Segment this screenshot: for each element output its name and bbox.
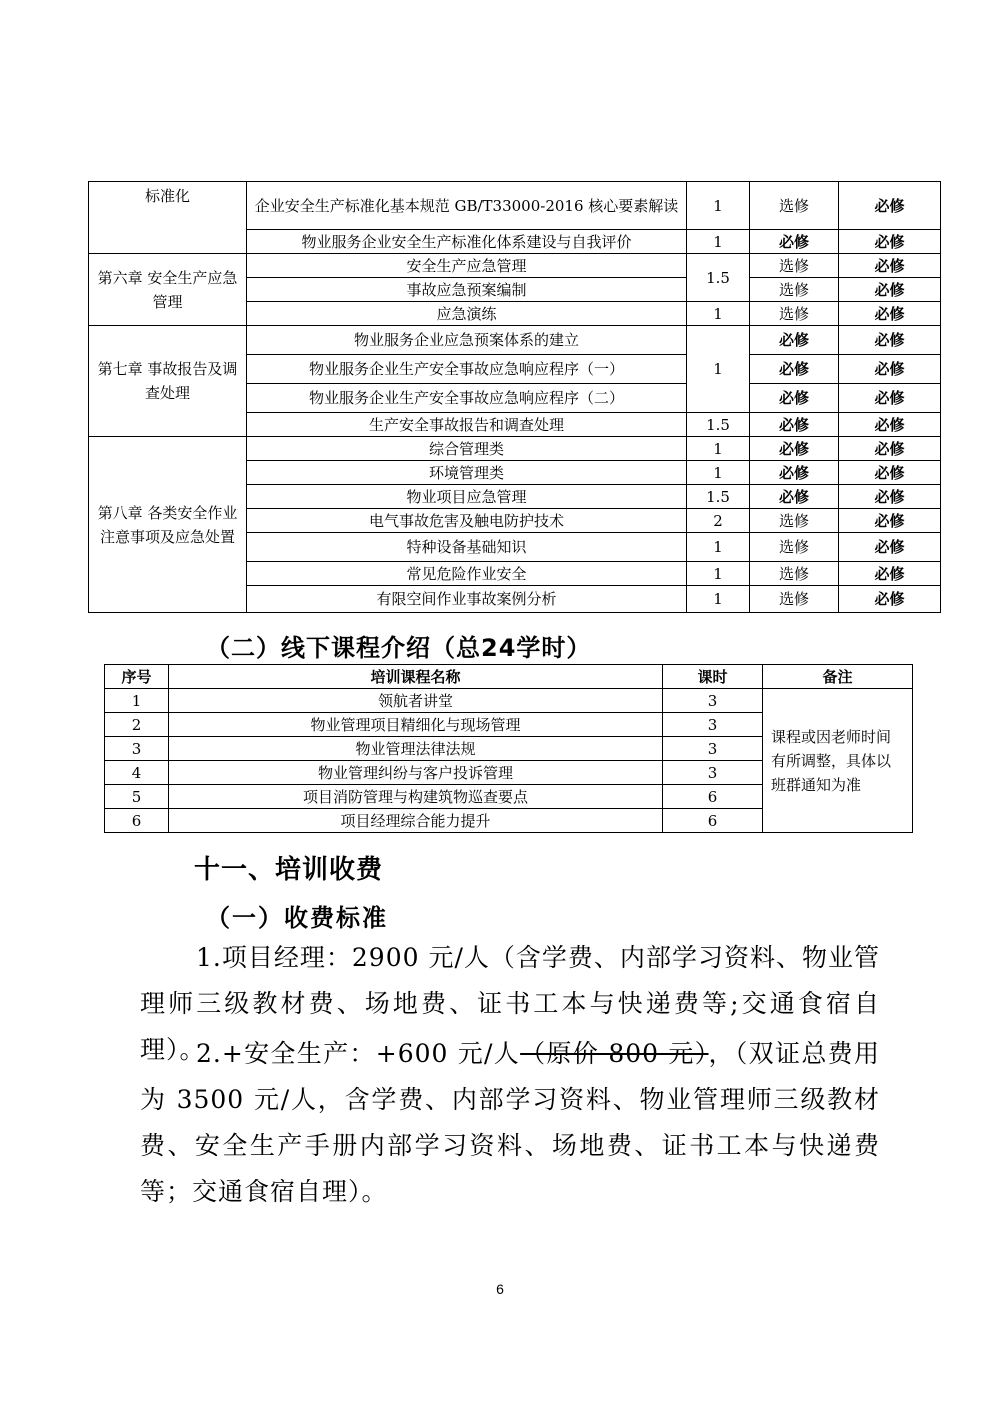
hours-cell: 6 (663, 785, 763, 809)
requirement-cell: 必修 (750, 355, 839, 384)
hours-cell: 1.5 (687, 413, 750, 437)
row-number: 2 (105, 713, 169, 737)
fee-item-safety-production (140, 1031, 880, 1215)
table-row (105, 689, 913, 713)
requirement-cell: 选修 (750, 182, 839, 230)
hours-cell: 1 (687, 586, 750, 613)
requirement-cell: 必修 (839, 562, 941, 586)
course-name-cell: 物业服务企业生产安全事故应急响应程序（一） (247, 355, 687, 384)
course-table-online (88, 181, 941, 613)
requirement-cell: 必修 (839, 302, 941, 326)
hours-cell: 1.5 (687, 485, 750, 509)
column-header: 序号 (105, 665, 169, 689)
requirement-cell: 选修 (750, 533, 839, 562)
requirement-cell: 必修 (839, 326, 941, 355)
requirement-cell: 必修 (750, 461, 839, 485)
course-name-cell: 应急演练 (247, 302, 687, 326)
hours-cell: 2 (687, 509, 750, 533)
course-name-cell: 项目经理综合能力提升 (169, 809, 663, 833)
hours-cell: 1 (687, 533, 750, 562)
table-row (89, 182, 941, 230)
row-number: 6 (105, 809, 169, 833)
requirement-cell: 必修 (839, 230, 941, 254)
hours-cell: 3 (663, 761, 763, 785)
hours-cell: 1 (687, 302, 750, 326)
offline-course-heading: （二）线下课程介绍（总24学时） (206, 634, 592, 662)
hours-cell: 1 (687, 437, 750, 461)
hours-cell: 1 (687, 461, 750, 485)
course-name-cell: 事故应急预案编制 (247, 278, 687, 302)
chapter-cell: 第六章 安全生产应急管理 (89, 254, 247, 326)
column-header: 培训课程名称 (169, 665, 663, 689)
requirement-cell: 选修 (750, 278, 839, 302)
requirement-cell: 必修 (750, 326, 839, 355)
remark-cell: 课程或因老师时间有所调整，具体以班群通知为准 (763, 689, 913, 833)
requirement-cell: 必修 (839, 533, 941, 562)
course-name-cell: 综合管理类 (247, 437, 687, 461)
requirement-cell: 选修 (750, 509, 839, 533)
course-name-cell: 项目消防管理与构建筑物巡查要点 (169, 785, 663, 809)
table-row (89, 254, 941, 278)
course-name-cell: 环境管理类 (247, 461, 687, 485)
hours-cell: 6 (663, 809, 763, 833)
requirement-cell: 必修 (839, 278, 941, 302)
chapter-cell: 标准化 (89, 182, 247, 254)
column-header: 课时 (663, 665, 763, 689)
hours-cell: 1 (687, 326, 750, 413)
course-name-cell: 物业服务企业安全生产标准化体系建设与自我评价 (247, 230, 687, 254)
hours-cell: 1 (687, 182, 750, 230)
requirement-cell: 必修 (750, 485, 839, 509)
hours-cell: 1 (687, 230, 750, 254)
course-table-offline (104, 664, 913, 833)
hours-cell: 1.5 (687, 254, 750, 302)
requirement-cell: 必修 (839, 182, 941, 230)
requirement-cell: 选修 (750, 302, 839, 326)
table-row (89, 437, 941, 461)
hours-cell: 3 (663, 737, 763, 761)
requirement-cell: 必修 (839, 509, 941, 533)
course-name-cell: 领航者讲堂 (169, 689, 663, 713)
course-name-cell: 安全生产应急管理 (247, 254, 687, 278)
chapter-cell: 第八章 各类安全作业注意事项及应急处置 (89, 437, 247, 613)
original-price-strikethrough: （原价 800 元） (520, 1039, 709, 1068)
course-name-cell: 常见危险作业安全 (247, 562, 687, 586)
requirement-cell: 必修 (839, 461, 941, 485)
requirement-cell: 必修 (750, 384, 839, 413)
requirement-cell: 必修 (839, 355, 941, 384)
chapter-cell: 第七章 事故报告及调查处理 (89, 326, 247, 437)
hours-cell: 3 (663, 713, 763, 737)
course-name-cell: 特种设备基础知识 (247, 533, 687, 562)
requirement-cell: 选修 (750, 254, 839, 278)
hours-cell: 1 (687, 562, 750, 586)
course-name-cell: 物业管理项目精细化与现场管理 (169, 713, 663, 737)
requirement-cell: 必修 (839, 437, 941, 461)
table-row (89, 326, 941, 355)
requirement-cell: 必修 (839, 413, 941, 437)
fee-item-project-manager: 1.项目经理：2900 元/人（含学费、内部学习资料、物业管理师三级教材费、场地费、证书工本与快递费等;交通食宿自理）。 (140, 943, 880, 1064)
requirement-cell: 必修 (839, 586, 941, 613)
table-header-row (105, 665, 913, 689)
course-name-cell: 电气事故危害及触电防护技术 (247, 509, 687, 533)
requirement-cell: 必修 (750, 413, 839, 437)
requirement-cell: 必修 (750, 230, 839, 254)
page-number: 6 (496, 1281, 504, 1297)
course-name-cell: 物业管理纠纷与客户投诉管理 (169, 761, 663, 785)
hours-cell: 3 (663, 689, 763, 713)
requirement-cell: 必修 (839, 384, 941, 413)
section-heading-fees: 十一、培训收费 (194, 855, 384, 885)
course-name-cell: 物业服务企业生产安全事故应急响应程序（二） (247, 384, 687, 413)
course-name-cell: 企业安全生产标准化基本规范 GB/T33000-2016 核心要素解读 (247, 182, 687, 230)
row-number: 4 (105, 761, 169, 785)
requirement-cell: 必修 (839, 485, 941, 509)
requirement-cell: 必修 (839, 254, 941, 278)
course-name-cell: 物业服务企业应急预案体系的建立 (247, 326, 687, 355)
requirement-cell: 选修 (750, 562, 839, 586)
course-name-cell: 有限空间作业事故案例分析 (247, 586, 687, 613)
requirement-cell: 选修 (750, 586, 839, 613)
fee-item-prefix: 2.+安全生产：+600 元/人 (196, 1039, 521, 1068)
course-name-cell: 物业管理法律法规 (169, 737, 663, 761)
requirement-cell: 必修 (750, 437, 839, 461)
column-header: 备注 (763, 665, 913, 689)
subsection-heading-fee-standard: （一）收费标准 (206, 904, 388, 932)
fee-item-details: ，（双证总费用为 3500 元/人，含学费、内部学习资料、物业管理师三级教材费、安全生产手册内部学习资料、场地费、证书工本与快递费等；交通食宿自理）。 (140, 1039, 880, 1206)
course-name-cell: 物业项目应急管理 (247, 485, 687, 509)
course-name-cell: 生产安全事故报告和调查处理 (247, 413, 687, 437)
row-number: 3 (105, 737, 169, 761)
row-number: 1 (105, 689, 169, 713)
row-number: 5 (105, 785, 169, 809)
